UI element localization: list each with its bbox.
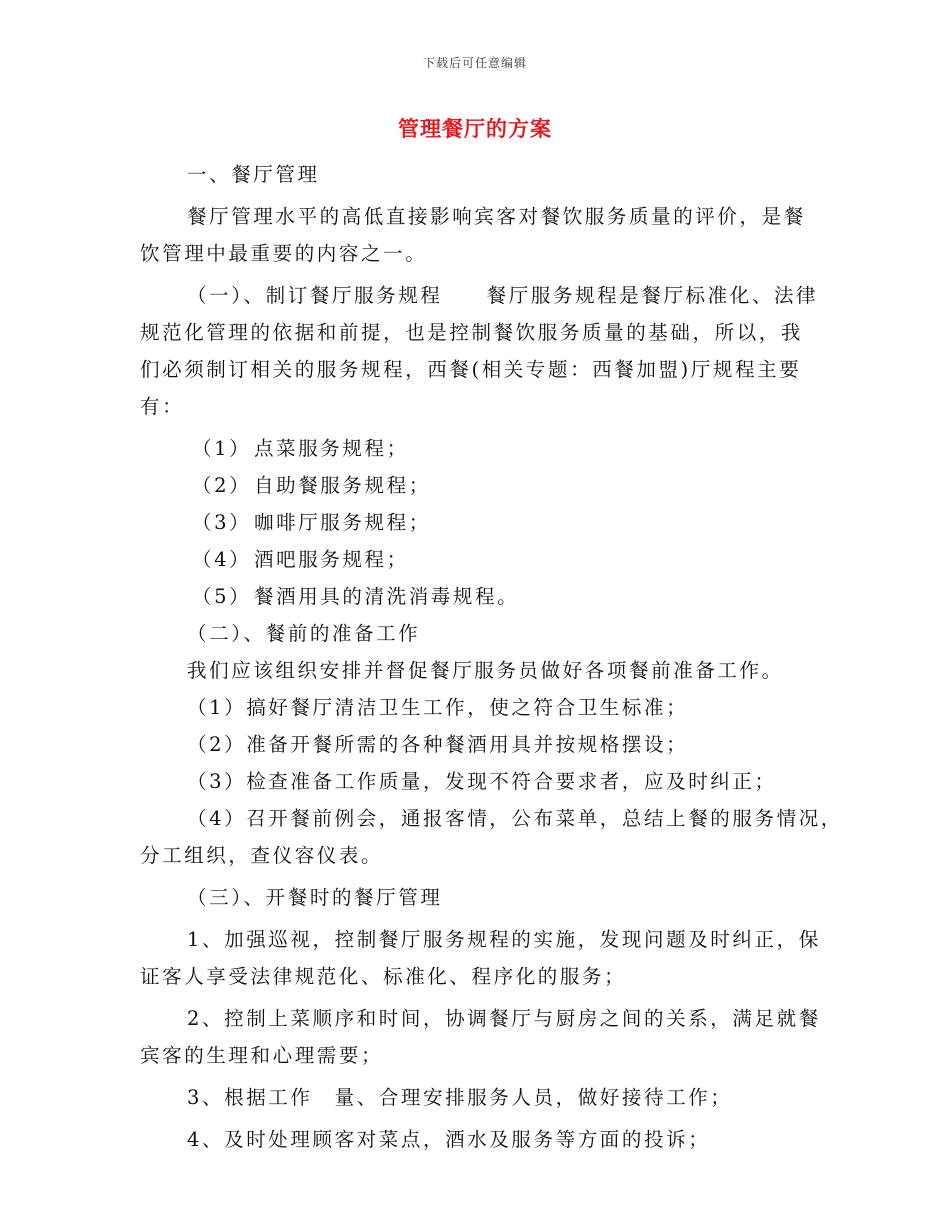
paragraph-line: 宾客的生理和心理需要；	[140, 1044, 384, 1067]
list-item-continuation: 分工组织，查仪容仪表。	[140, 844, 384, 867]
paragraph-line: （一）、制订餐厅服务规程 餐厅服务规程是餐厅标准化、法律	[187, 284, 819, 307]
list-item: （2）准备开餐所需的各种餐酒用具并按规格摆设；	[187, 733, 689, 756]
list-item-text: 餐酒用具的清洗消毒规程。	[254, 585, 520, 608]
paragraph-line: 们必须制订相关的服务规程，西餐(相关专题：西餐加盟)厅规程主要	[140, 358, 802, 381]
list-item: （4）召开餐前例会，通报客情，公布菜单，总结上餐的服务情况，	[187, 807, 843, 830]
paragraph-line: 我们应该组织安排并督促餐厅服务员做好各项餐前准备工作。	[187, 659, 784, 682]
document-title: 管理餐厅的方案	[398, 116, 552, 141]
list-item: （1）搞好餐厅清洁卫生工作，使之符合卫生标准；	[187, 696, 689, 719]
paragraph-line: 有：	[140, 395, 185, 418]
list-item-number: （4）	[192, 548, 252, 571]
paragraph-line: 2、控制上菜顺序和时间，协调餐厅与厨房之间的关系，满足就餐	[187, 1007, 821, 1030]
list-item-number: （5）	[192, 585, 252, 608]
paragraph-line: 3、根据工作 量、合理安排服务人员，做好接待工作；	[187, 1086, 733, 1109]
paragraph-line: 规范化管理的依据和前提，也是控制餐饮服务质量的基础，所以，我	[140, 321, 804, 344]
subsection-heading: （二）、餐前的准备工作	[187, 622, 421, 645]
list-item: （3）检查准备工作质量，发现不符合要求者，应及时纠正；	[187, 770, 777, 793]
list-item-number: （1）	[192, 437, 252, 460]
list-item-text: 点菜服务规程；	[254, 437, 409, 460]
list-item	[140, 541, 820, 578]
list-item	[140, 504, 820, 541]
subsection-heading: （三）、开餐时的餐厅管理	[187, 886, 443, 909]
paragraph-line: 1、加强巡视，控制餐厅服务规程的实施，发现问题及时纠正，保	[187, 928, 821, 951]
paragraph-line: 证客人享受法律规范化、标准化、程序化的服务；	[140, 965, 627, 988]
list-item	[140, 467, 820, 504]
paragraph-line: 饮管理中最重要的内容之一。	[140, 242, 428, 265]
list-item-number: （3）	[192, 511, 252, 534]
section-heading: 一、餐厅管理	[187, 163, 320, 186]
header-note: 下载后可任意编辑	[422, 56, 527, 70]
list-item-number: （2）	[192, 474, 252, 497]
list-item-text: 咖啡厅服务规程；	[254, 511, 431, 534]
list-item	[140, 430, 820, 467]
list-item	[140, 578, 820, 615]
list-item-text: 酒吧服务规程；	[254, 548, 409, 571]
document-body	[140, 156, 843, 1158]
paragraph-line: 餐厅管理水平的高低直接影响宾客对餐饮服务质量的评价，是餐	[187, 205, 806, 228]
paragraph-line: 4、及时处理顾客对菜点，酒水及服务等方面的投诉；	[187, 1128, 711, 1151]
list-item-text: 自助餐服务规程；	[254, 474, 431, 497]
